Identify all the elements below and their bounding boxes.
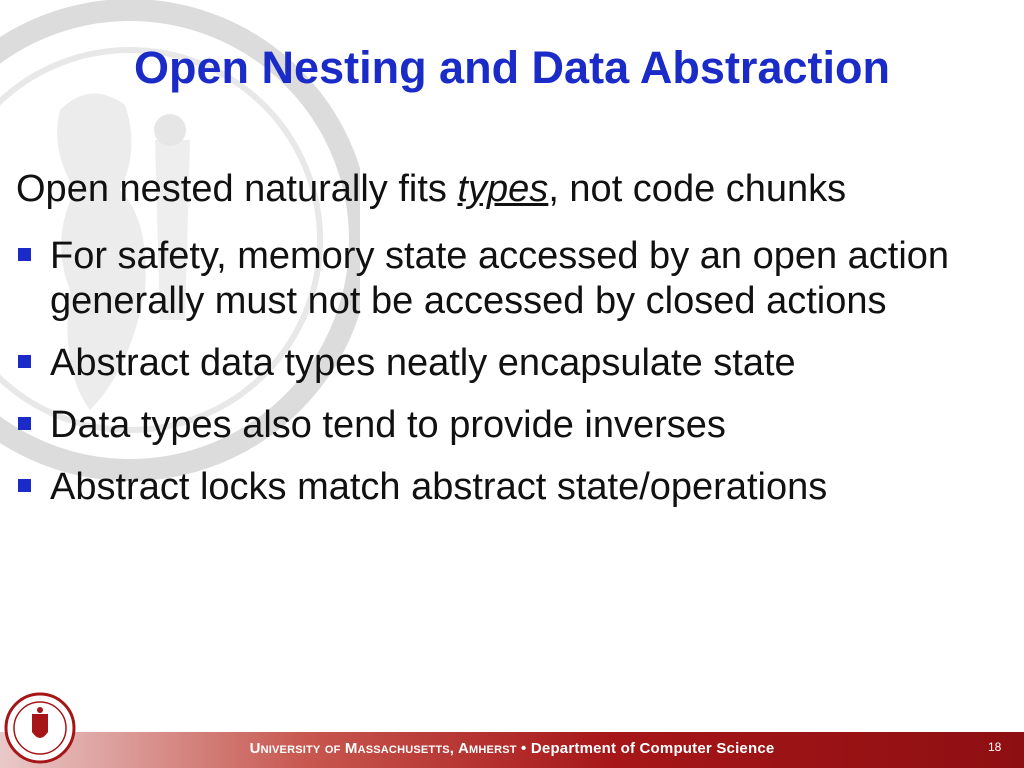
square-bullet-icon <box>18 417 31 430</box>
intro-text-before: Open nested naturally fits <box>16 168 458 210</box>
bullet-item <box>16 234 1006 324</box>
bullet-text: Abstract locks match abstract state/operations <box>50 466 828 508</box>
intro-emphasis: types <box>457 168 549 210</box>
bullet-list <box>16 234 1006 527</box>
page-number: 18 <box>988 740 1002 754</box>
footer-university: University of Massachusetts, Amherst <box>249 740 517 757</box>
footer-text <box>0 740 1024 757</box>
bullet-text: For safety, memory state accessed by an open action generally must not be accessed by closed actions <box>50 235 950 322</box>
square-bullet-icon <box>18 479 31 492</box>
bullet-item <box>16 341 1006 386</box>
bullet-text: Data types also tend to provide inverses <box>50 404 726 446</box>
bullet-item <box>16 403 1006 448</box>
square-bullet-icon <box>18 248 31 261</box>
footer-separator: • <box>521 740 527 757</box>
square-bullet-icon <box>18 355 31 368</box>
intro-text-after: , not code chunks <box>548 168 847 210</box>
bullet-item <box>16 465 1006 510</box>
slide-title: Open Nesting and Data Abstraction <box>134 42 890 93</box>
footer-department: Department of Computer Science <box>530 740 775 757</box>
bullet-text: Abstract data types neatly encapsulate state <box>50 342 796 384</box>
intro-line <box>16 166 846 212</box>
